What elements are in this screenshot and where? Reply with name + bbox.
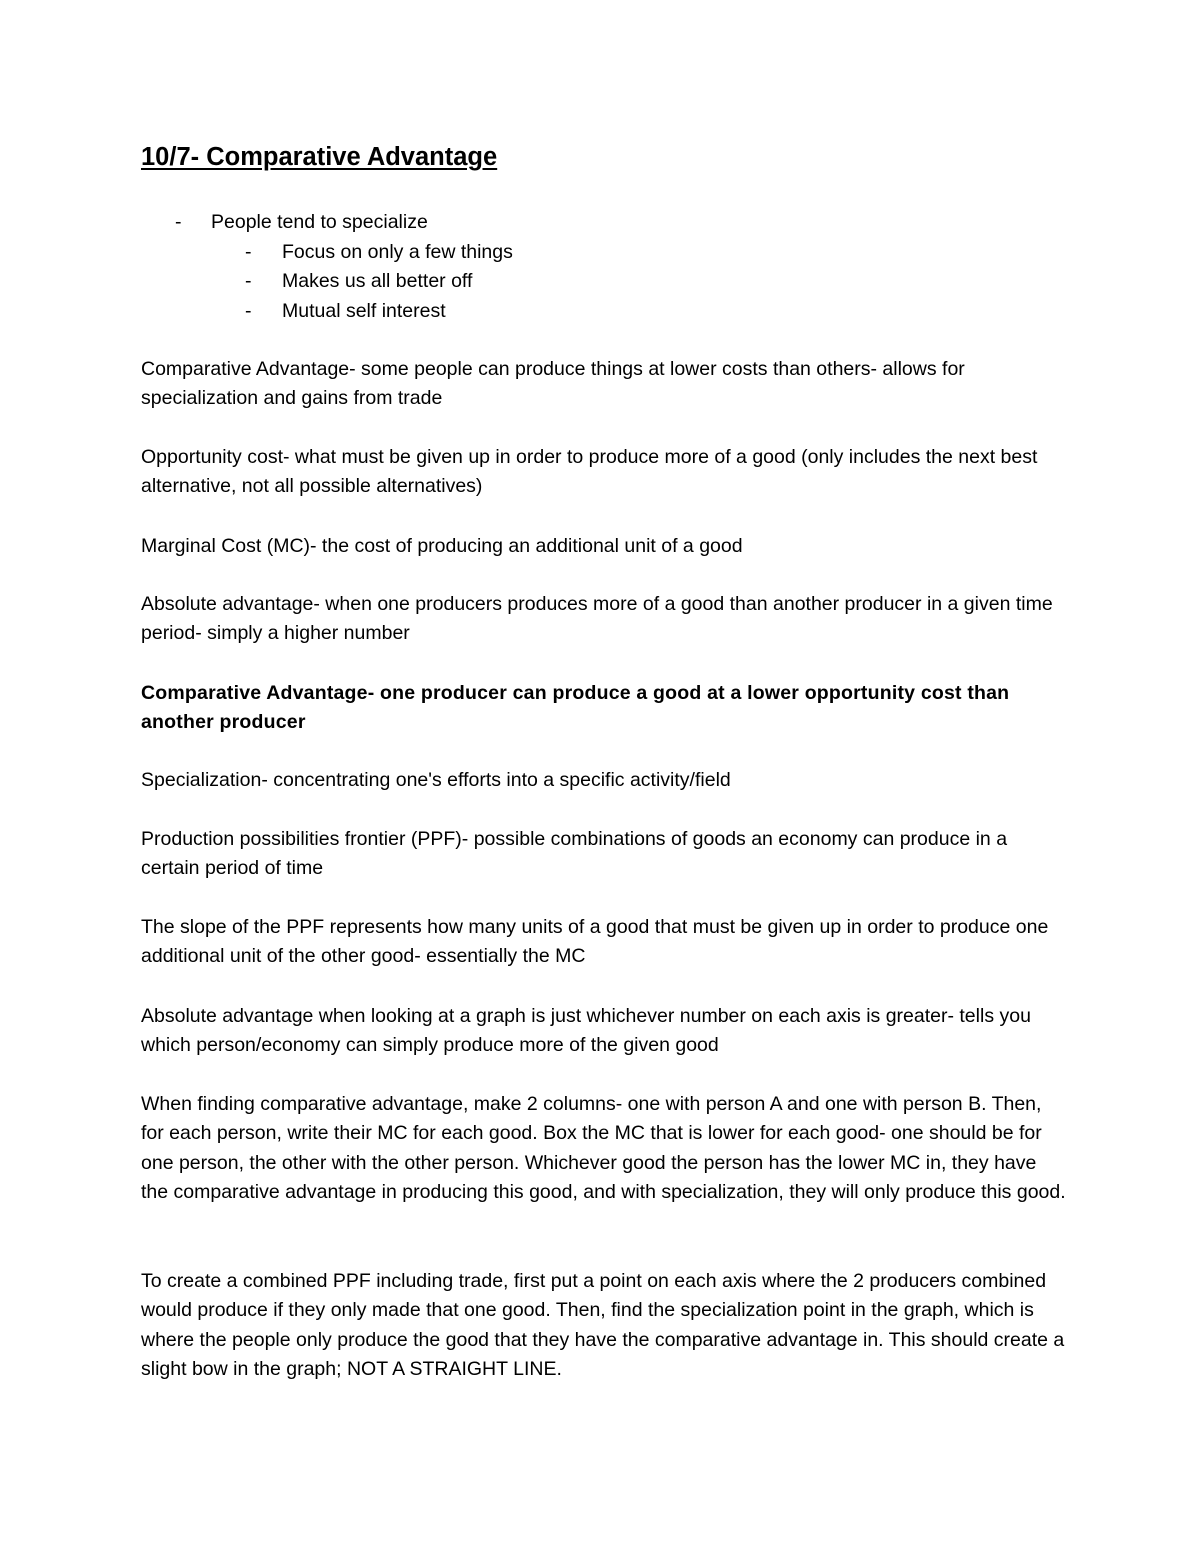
sub-bullet-list <box>211 238 513 327</box>
document-content <box>141 140 1066 1380</box>
paragraph-ppf-slope: The slope of the PPF represents how many units of a good that must be given up in order to produce one additional unit of the other good- essentially the MC <box>141 916 1049 968</box>
page-title: 10/7- Comparative Advantage <box>141 143 498 171</box>
paragraph-finding-comparative-advantage: When finding comparative advantage, make 2 columns- one with person A and one with person B. Then, for each person, write their MC for each good. Box the MC that is lower for each good- one should be for one person, the other with the other person. Whichever good the person has the lower MC in, they have the comparative advantage in producing this good, and with specialization, they will only produce this good. <box>141 1093 1066 1203</box>
paragraph-comparative-advantage-intro: Comparative Advantage- some people can produce things at lower costs than others- allows for specialization and gains from trade <box>141 358 965 410</box>
paragraph-opportunity-cost: Opportunity cost- what must be given up in order to produce more of a good (only includes the next best alternative, not all possible alternatives) <box>141 446 1038 498</box>
paragraph-comparative-advantage-definition: Comparative Advantage- one producer can produce a good at a lower opportunity cost than another producer <box>141 682 1010 734</box>
sub-bullet-item: - Makes us all better off <box>211 267 513 297</box>
bullet-item-people-specialize <box>141 208 513 326</box>
sub-bullet-item: - Mutual self interest <box>211 297 513 327</box>
paragraph-marginal-cost: Marginal Cost (MC)- the cost of producing an additional unit of a good <box>141 535 743 557</box>
sub-bullet-item: - Focus on only a few things <box>211 238 513 268</box>
bullet-text: People tend to specialize <box>211 211 428 233</box>
paragraph-combined-ppf: To create a combined PPF including trade, first put a point on each axis where the 2 producers combined would produce if they only made that one good. Then, find the specialization point in the graph, which is where the people only produce the good that they have the comparative advantage in. This should create a slight bow in the graph; NOT A STRAIGHT LINE. <box>141 1270 1065 1380</box>
paragraph-absolute-advantage-graph: Absolute advantage when looking at a graph is just whichever number on each axis is greater- tells you which person/economy can simply produce more of the given good <box>141 1005 1031 1057</box>
paragraph-absolute-advantage: Absolute advantage- when one producers produces more of a good than another producer in a given time period- simply a higher number <box>141 593 1053 645</box>
paragraph-specialization: Specialization- concentrating one's efforts into a specific activity/field <box>141 769 731 791</box>
bullet-list <box>141 208 513 326</box>
paragraph-ppf: Production possibilities frontier (PPF)- possible combinations of goods an economy can produce in a certain period of time <box>141 828 1008 880</box>
